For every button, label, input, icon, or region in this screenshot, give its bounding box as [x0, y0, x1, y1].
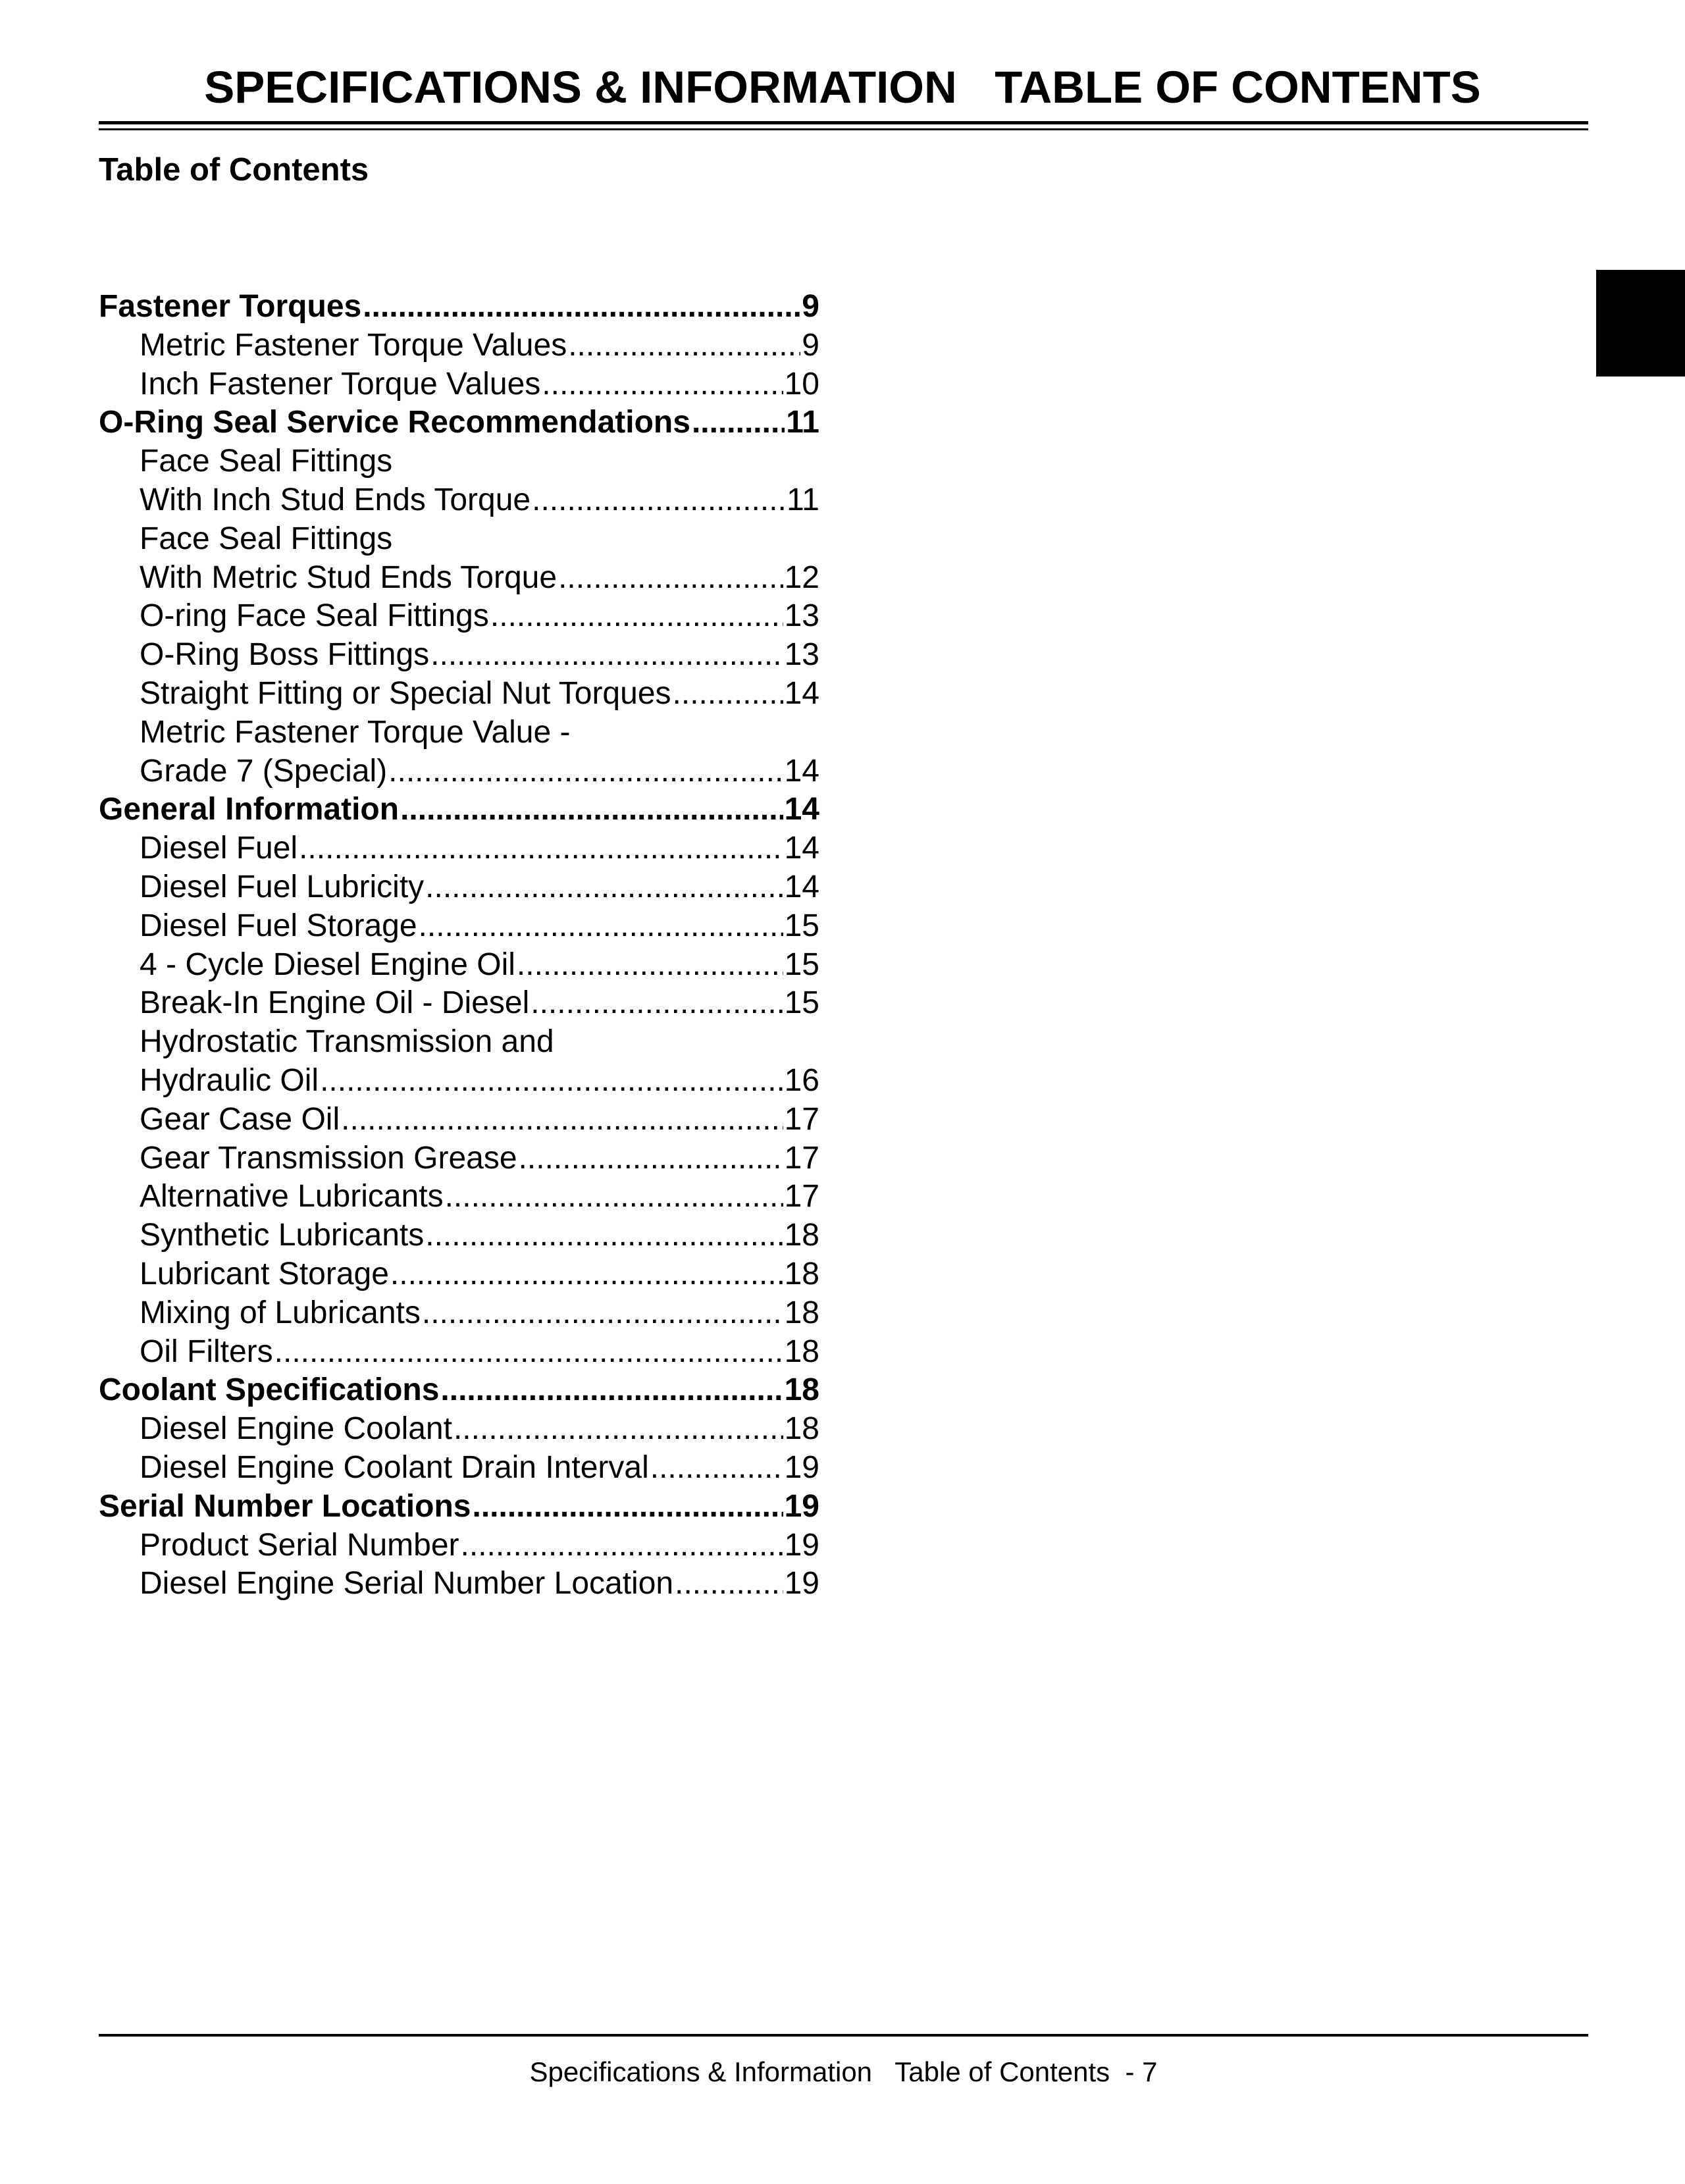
toc-page-number: 14: [784, 675, 819, 711]
toc-dot-leader: [517, 946, 783, 985]
toc-page-number: 14: [784, 869, 819, 904]
toc-dot-leader: [419, 907, 783, 946]
toc-entry[interactable]: [99, 636, 819, 675]
toc-entry-title: Diesel Fuel: [140, 831, 298, 866]
toc-page-number: 18: [784, 1218, 819, 1253]
toc-dot-leader: [274, 1333, 783, 1372]
toc-entry[interactable]: [99, 1101, 819, 1139]
toc-entry-title: Diesel Engine Coolant Drain Interval: [140, 1449, 649, 1485]
toc-page-number: 19: [784, 1527, 819, 1563]
toc-page-number: 19: [784, 1488, 819, 1524]
toc-page-number: 19: [784, 1566, 819, 1601]
toc-page-number: 18: [784, 1372, 819, 1408]
toc-page-number: 11: [787, 482, 819, 517]
toc-entry[interactable]: [99, 1410, 819, 1449]
toc-entry[interactable]: [99, 1333, 819, 1372]
toc-page-number: 13: [784, 598, 819, 634]
toc-entry-title: O-Ring Seal Service Recommendations: [99, 405, 690, 440]
toc-entry[interactable]: [99, 365, 819, 404]
toc-dot-leader: [490, 597, 783, 636]
toc-dot-leader: [320, 1062, 783, 1101]
toc-section-entry[interactable]: [99, 288, 819, 326]
toc-entry[interactable]: [99, 1526, 819, 1565]
toc-page-number: 9: [802, 289, 819, 324]
toc-page-number: 14: [784, 831, 819, 866]
toc-entry[interactable]: [99, 481, 819, 520]
toc-entry[interactable]: [99, 1449, 819, 1488]
toc-entry[interactable]: [99, 1565, 819, 1603]
toc-dot-leader: [341, 1101, 783, 1139]
toc-entry-title: Metric Fastener Torque Values: [140, 327, 567, 363]
toc-entry-title: O-ring Face Seal Fittings: [140, 598, 489, 634]
toc-entry[interactable]: [99, 326, 819, 365]
toc-entry[interactable]: [99, 1216, 819, 1255]
toc-entry-title: Gear Case Oil: [140, 1101, 340, 1137]
toc-page-number: 14: [784, 792, 819, 827]
toc-dot-leader: [532, 481, 785, 520]
toc-entry-title: Break-In Engine Oil - Diesel: [140, 985, 530, 1021]
toc-entry[interactable]: [99, 829, 819, 868]
toc-entry-title: 4 - Cycle Diesel Engine Oil: [140, 947, 515, 982]
toc-dot-leader: [692, 403, 785, 442]
toc-entry[interactable]: [99, 1023, 819, 1062]
toc-page-number: 15: [784, 908, 819, 943]
toc-page-number: 17: [784, 1179, 819, 1214]
toc-page-number: 12: [784, 559, 819, 595]
toc-page-number: 9: [802, 327, 819, 363]
toc-dot-leader: [673, 675, 783, 714]
toc-dot-leader: [425, 868, 783, 907]
toc-section-entry[interactable]: [99, 1488, 819, 1526]
toc-page-number: 17: [784, 1140, 819, 1176]
toc-entry-title: Hydrostatic Transmission and: [140, 1024, 554, 1060]
toc-entry-title: Metric Fastener Torque Value -: [140, 714, 571, 750]
toc-entry-title: Diesel Fuel Lubricity: [140, 869, 425, 904]
toc-section-entry[interactable]: [99, 1371, 819, 1410]
toc-dot-leader: [440, 1371, 783, 1410]
toc-dot-leader: [299, 829, 783, 868]
toc-entry[interactable]: [99, 559, 819, 598]
toc-entry-title: Grade 7 (Special): [140, 753, 388, 789]
toc-entry-title: Gear Transmission Grease: [140, 1140, 517, 1176]
toc-dot-leader: [531, 984, 783, 1023]
toc-page-number: 11: [786, 405, 819, 440]
toc-page-number: 18: [784, 1334, 819, 1369]
toc-entry-title: Coolant Specifications: [99, 1372, 440, 1408]
toc-dot-leader: [558, 559, 783, 598]
toc-dot-leader: [461, 1526, 783, 1565]
toc-entry[interactable]: [99, 907, 819, 946]
toc-entry-title: Face Seal Fittings: [140, 444, 393, 479]
toc-entry-title: With Metric Stud Ends Torque: [140, 559, 557, 595]
toc-entry[interactable]: [99, 1139, 819, 1178]
toc-entry-title: Synthetic Lubricants: [140, 1218, 425, 1253]
toc-entry-title: Straight Fitting or Special Nut Torques: [140, 675, 671, 711]
section-tab-marker: [1596, 270, 1685, 377]
toc-page-number: 19: [784, 1449, 819, 1485]
page-footer: Specifications & Information Table of Contents - 7: [529, 2056, 1158, 2087]
toc-entry[interactable]: [99, 1255, 819, 1294]
toc-dot-leader: [390, 1255, 783, 1294]
toc-entry-title: Diesel Engine Coolant: [140, 1411, 452, 1447]
toc-entry[interactable]: [99, 1062, 819, 1101]
toc-page-number: 18: [784, 1295, 819, 1330]
toc-entry[interactable]: [99, 597, 819, 636]
toc-entry-title: Inch Fastener Torque Values: [140, 366, 541, 402]
toc-entry-title: O-Ring Boss Fittings: [140, 637, 430, 673]
toc-entry-title: Diesel Engine Serial Number Location: [140, 1566, 674, 1601]
toc-section-entry[interactable]: [99, 403, 819, 442]
footer-rule: [99, 2034, 1588, 2037]
toc-dot-leader: [422, 1294, 783, 1333]
toc-page-number: 13: [784, 637, 819, 673]
toc-page-number: 18: [784, 1256, 819, 1291]
toc-entry-title: Diesel Fuel Storage: [140, 908, 417, 943]
toc-entry[interactable]: [99, 984, 819, 1023]
toc-dot-leader: [454, 1410, 783, 1449]
toc-entry[interactable]: [99, 868, 819, 907]
toc-entry-title: Face Seal Fittings: [140, 521, 393, 556]
toc-dot-leader: [425, 1216, 783, 1255]
toc-dot-leader: [445, 1178, 783, 1216]
toc-dot-leader: [675, 1565, 783, 1603]
toc-dot-leader: [650, 1449, 783, 1488]
toc-entry-title: Lubricant Storage: [140, 1256, 389, 1291]
page-title: SPECIFICATIONS & INFORMATION TABLE OF CONTENTS: [204, 62, 1481, 113]
toc-entry-title: Alternative Lubricants: [140, 1179, 444, 1214]
toc-dot-leader: [430, 636, 783, 675]
toc-entry[interactable]: [99, 1178, 819, 1216]
toc-entry[interactable]: [99, 714, 819, 752]
toc-entry-title: Product Serial Number: [140, 1527, 459, 1563]
toc-entry-title: Hydraulic Oil: [140, 1062, 319, 1098]
toc-entry-title: General Information: [99, 792, 400, 827]
toc-dot-leader: [400, 791, 783, 829]
toc-entry[interactable]: [99, 520, 819, 559]
toc-dot-leader: [542, 365, 783, 404]
toc-dot-leader: [568, 326, 800, 365]
toc-entry[interactable]: [99, 752, 819, 791]
header-rule-thin: [99, 128, 1588, 130]
toc-page-number: 15: [784, 985, 819, 1021]
toc-page-number: 17: [784, 1101, 819, 1137]
toc-page-number: 18: [784, 1411, 819, 1447]
toc-entry[interactable]: [99, 442, 819, 481]
toc-entry-title: With Inch Stud Ends Torque: [140, 482, 531, 517]
toc-entry-title: Mixing of Lubricants: [140, 1295, 421, 1330]
toc-page-number: 14: [784, 753, 819, 789]
toc-entry[interactable]: [99, 675, 819, 714]
toc-entry[interactable]: [99, 946, 819, 985]
toc-entry-title: Serial Number Locations: [99, 1488, 471, 1524]
toc-page-number: 10: [784, 366, 819, 402]
table-of-contents: [99, 288, 819, 1603]
toc-dot-leader: [472, 1488, 783, 1526]
toc-entry-title: Fastener Torques: [99, 289, 362, 324]
toc-dot-leader: [363, 288, 800, 326]
toc-section-entry[interactable]: [99, 791, 819, 829]
toc-page-number: 15: [784, 947, 819, 982]
toc-entry[interactable]: [99, 1294, 819, 1333]
toc-dot-leader: [388, 752, 783, 791]
section-heading: Table of Contents: [99, 152, 369, 188]
toc-entry-title: Oil Filters: [140, 1334, 273, 1369]
toc-page-number: 16: [784, 1062, 819, 1098]
toc-dot-leader: [519, 1139, 783, 1178]
header-rule-thick: [99, 121, 1588, 124]
